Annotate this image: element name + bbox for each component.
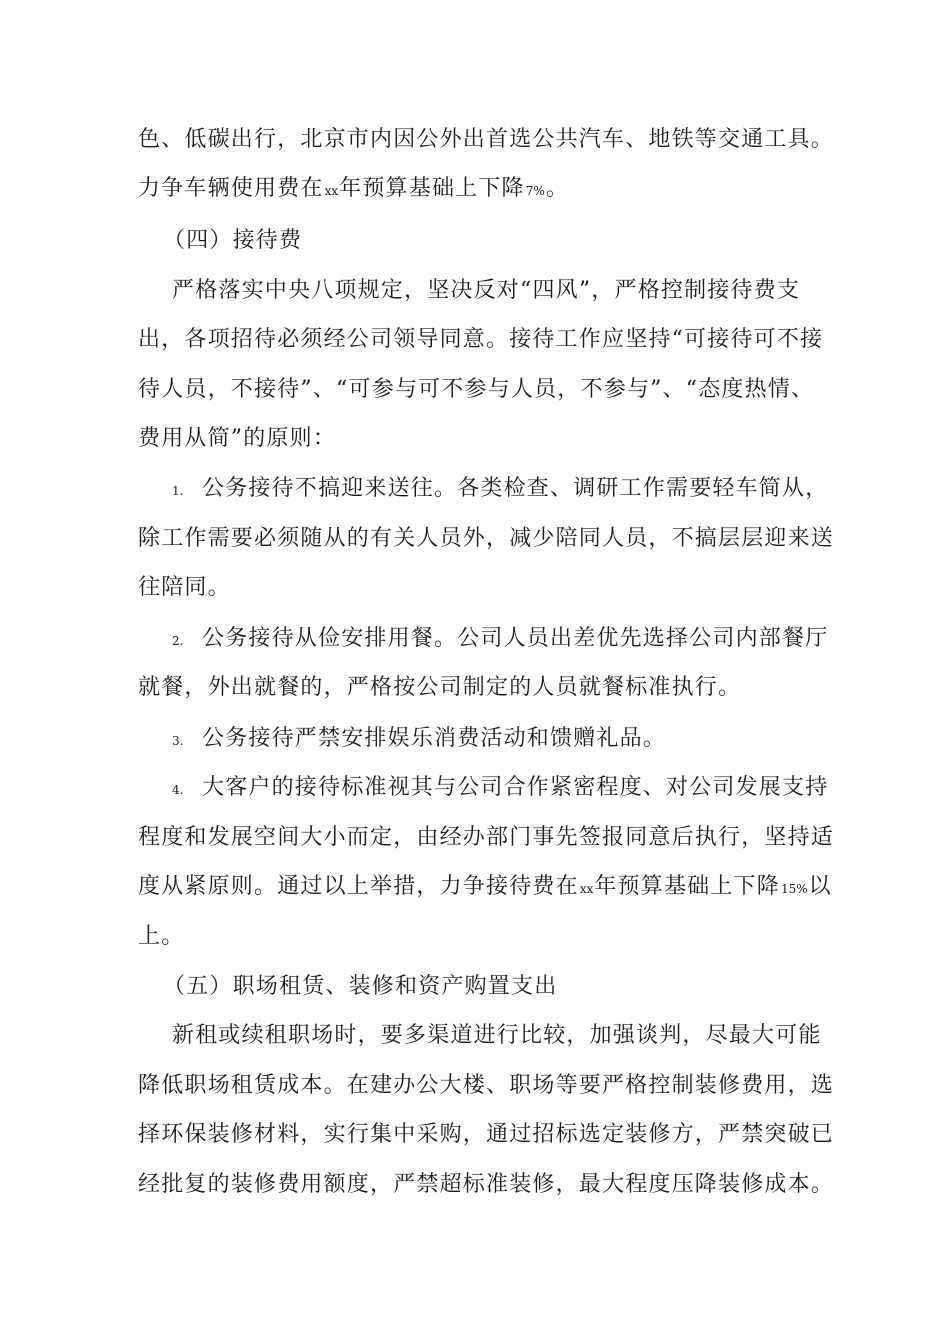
- body-line: 上。: [138, 924, 185, 949]
- body-line: 程度和发展空间大小而定，由经办部门事先签报同意后执行，坚持适: [138, 825, 835, 850]
- list-item-2: 2. 公务接待从俭安排用餐。公司人员出差优先选择公司内部餐厅: [172, 624, 828, 656]
- body-line: 就餐，外出就餐的，严格按公司制定的人员就餐标准执行。: [138, 675, 742, 700]
- body-line: 降低职场租赁成本。在建办公大楼、职场等要严格控制装修费用，选: [138, 1073, 835, 1098]
- section-heading: （五）职场租赁、装修和资产购置支出: [163, 974, 558, 999]
- body-line: 待人员，不接待”、“可参与可不参与人员，不参与”、“态度热情、: [138, 377, 815, 402]
- body-line: 度从紧原则。通过以上举措，力争接待费在xx年预算基础上下降15%以: [138, 874, 832, 899]
- body-line: 色、低碳出行，北京市内因公外出首选公共汽车、地铁等交通工具。: [138, 127, 835, 152]
- list-item-3: 3. 公务接待严禁安排娱乐消费活动和馈赠礼品。: [172, 724, 666, 756]
- list-item-4: 4. 大客户的接待标准视其与公司合作紧密程度、对公司发展支持: [172, 773, 828, 805]
- body-line: 费用从简”的原则：: [138, 426, 337, 451]
- list-number: 2.: [172, 634, 184, 648]
- list-number: 3.: [172, 734, 184, 748]
- body-line: 经批复的装修费用额度，严禁超标准装修，最大程度压降装修成本。: [138, 1172, 835, 1197]
- section-heading: （四）接待费: [163, 228, 303, 253]
- paragraph-first-line: 严格落实中央八项规定，坚决反对“四风”，严格控制接待费支: [172, 278, 801, 303]
- body-line: 往陪同。: [138, 575, 231, 600]
- body-line: 出，各项招待必须经公司领导同意。接待工作应坚持“可接待可不接: [138, 327, 824, 352]
- body-line: 择环保装修材料，实行集中采购，通过招标选定装修方，严禁突破已: [138, 1122, 835, 1147]
- paragraph-first-line: 新租或续租职场时，要多渠道进行比较，加强谈判，尽最大可能: [172, 1023, 822, 1048]
- body-line: 除工作需要必须随从的有关人员外，减少陪同人员，不搞层层迎来送: [138, 526, 835, 551]
- body-line: 力争车辆使用费在xx年预算基础上下降7%。: [138, 176, 570, 201]
- list-item-1: 1. 公务接待不搞迎来送往。各类检查、调研工作需要轻车简从，: [172, 474, 828, 506]
- list-number: 1.: [172, 484, 184, 498]
- list-number: 4.: [172, 783, 184, 797]
